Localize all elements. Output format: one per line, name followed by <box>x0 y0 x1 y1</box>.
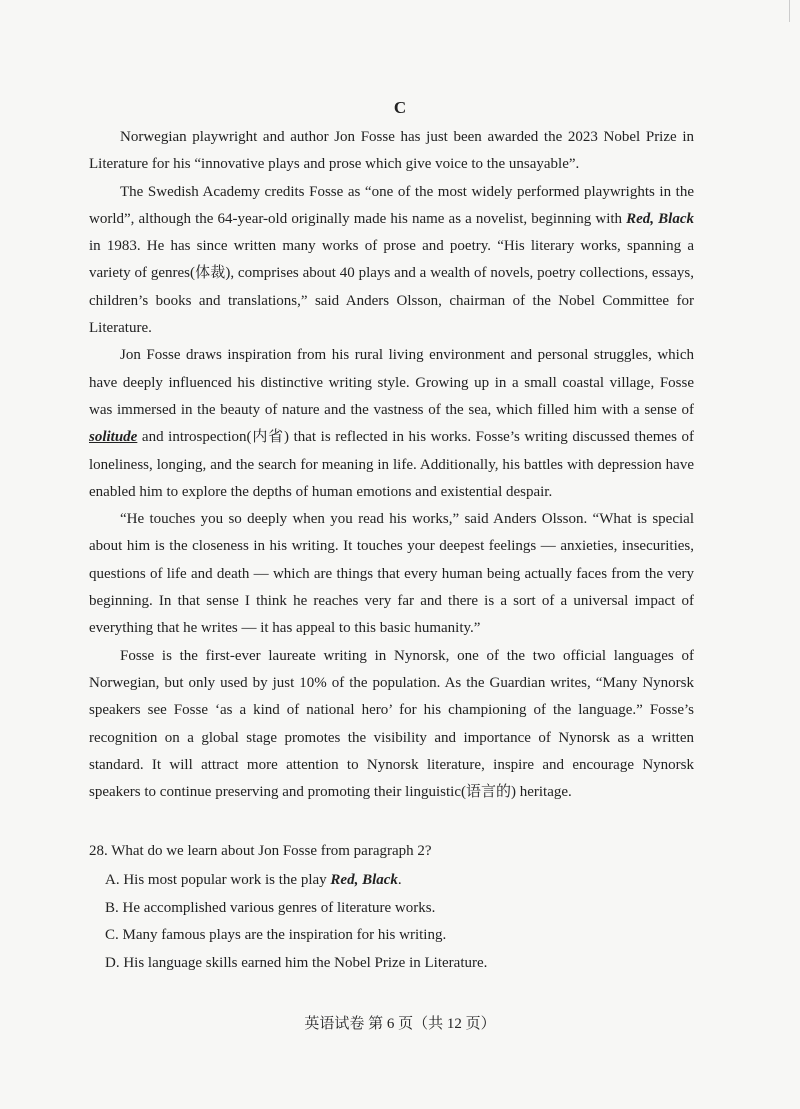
paragraph-2 <box>89 179 694 343</box>
book-title-red-black: Red, Black <box>626 210 694 227</box>
option-a-suffix: . <box>397 872 402 888</box>
scan-edge <box>789 0 800 22</box>
answer-options <box>89 867 694 977</box>
section-heading: C <box>393 98 407 117</box>
question-28 <box>89 838 694 977</box>
option-d: D. His language skills earned him the Nobel Prize in Literature. <box>105 954 488 971</box>
page-footer: 英语试卷 第 6 页（共 12 页） <box>304 1016 496 1032</box>
paragraph-4: “He touches you so deeply when you read his works,” said Anders Olsson. “What is special about him is the closeness in his writing. It touches your deepest feelings — anxieties, insecurities, questions of life and death — which are things that every human being actually faces from the very beginning. In that sense I think he reaches very far and there is a sort of a universal impact of everything that he writes — it has appeal to this basic humanity.” <box>89 511 694 637</box>
reading-passage <box>89 124 694 806</box>
paragraph-5: Fosse is the first-ever laureate writing in Nynorsk, one of the two official languages of Norwegian, but only used by just 10% of the population. As the Guardian writes, “Many Nynorsk speakers see Fosse ‘as a kind of national hero’ for his championing of the language.” Fosse’s recognition on a global stage promotes the visibility and importance of Nynorsk as a written standard. It will attract more attention to Nynorsk literature, inspire and encourage Nynorsk speakers to continue preserving and promoting their linguistic(语言的) heritage. <box>89 647 694 801</box>
option-a-title: Red, Black <box>330 872 398 888</box>
paragraph-1: Norwegian playwright and author Jon Fosse has just been awarded the 2023 Nobel Prize in Literature for his “innovative plays and prose which give voice to the unsayable”. <box>89 129 694 173</box>
paragraph-3-text-a: Jon Fosse draws inspiration from his rural living environment and personal struggles, which have deeply influenced his distinctive writing style. Growing up in a small coastal village, Fosse was immersed in the beauty of nature and the vastness of the sea, which filled him with a sense of <box>89 347 694 418</box>
underlined-word-solitude: solitude <box>89 429 138 446</box>
question-stem: 28. What do we learn about Jon Fosse from paragraph 2? <box>89 843 432 859</box>
paragraph-2-text-a: The Swedish Academy credits Fosse as “one of the most widely performed playwrights in the world”, although the 64-year-old originally made his name as a novelist, beginning with <box>89 183 694 227</box>
paragraph-3 <box>89 342 694 506</box>
paragraph-3-text-b: and introspection(内省) that is reflected in his works. Fosse’s writing discussed themes of loneliness, longing, and the search for meaning in life. Additionally, his battles with depression have enabled him to explore the depths of human emotions and existential despair. <box>89 429 694 500</box>
option-a-text: A. His most popular work is the play <box>105 872 331 888</box>
option-a <box>105 867 694 895</box>
option-c: C. Many famous plays are the inspiration for his writing. <box>105 927 447 943</box>
paragraph-2-text-b: in 1983. He has since written many works of prose and poetry. “His literary works, spanning a variety of genres(体裁), comprises about 40 plays and a wealth of novels, poetry collections, essays, children’s books and translations,” said Anders Olsson, chairman of the Nobel Committee for Literature. <box>89 238 694 337</box>
option-b: B. He accomplished various genres of literature works. <box>105 899 436 916</box>
